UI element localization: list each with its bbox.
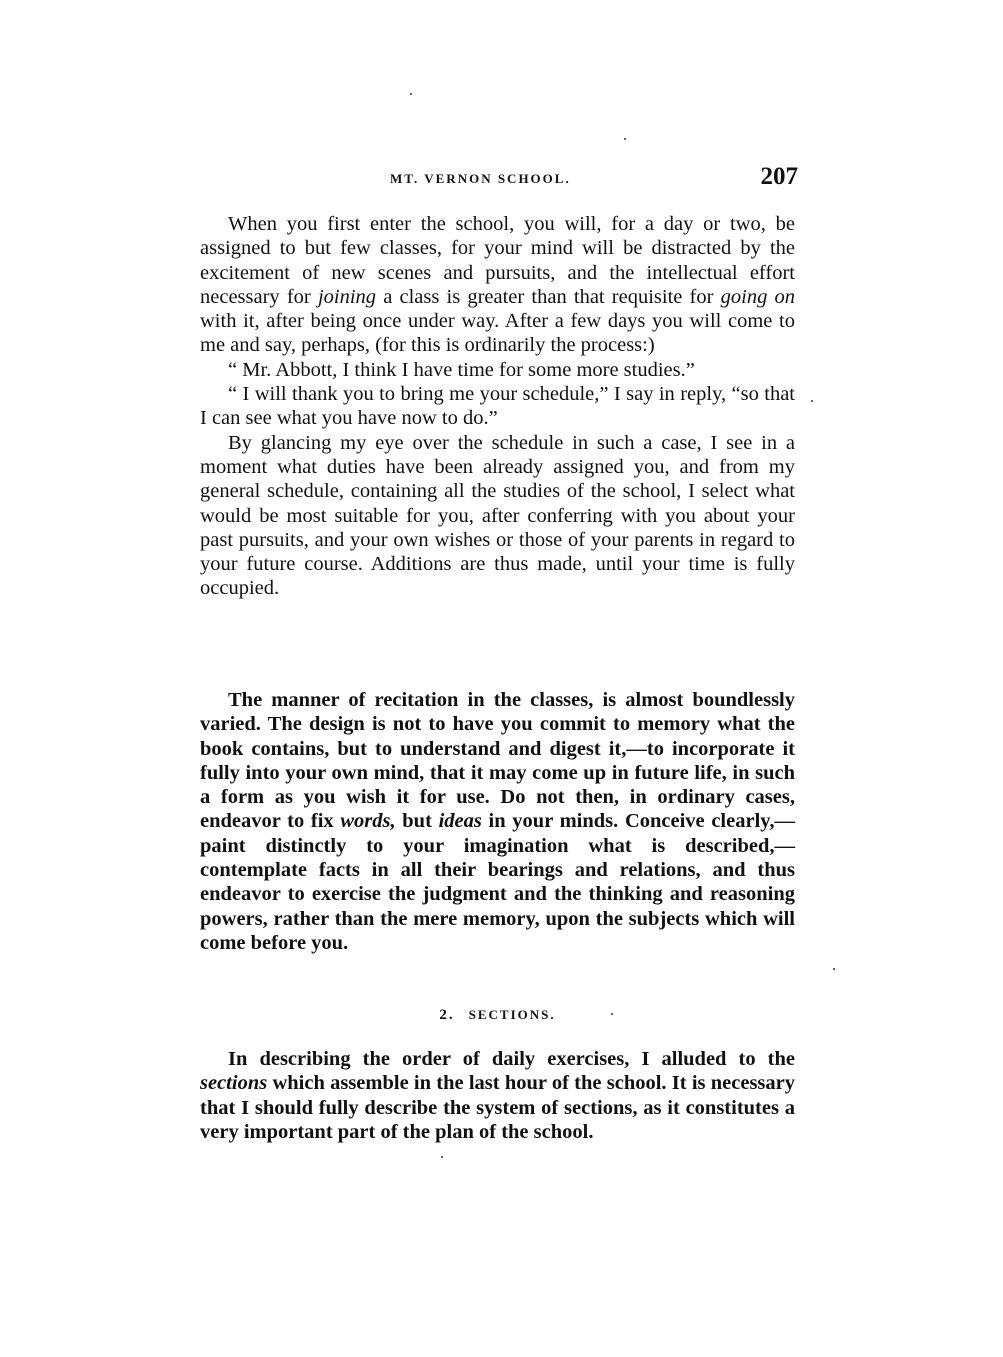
section-heading xyxy=(200,1007,795,1024)
ink-speck xyxy=(624,138,626,140)
paragraph: “ I will thank you to bring me your schedule,” I say in reply, “so that I can see what you have now to do.” xyxy=(200,383,795,430)
page-number: 207 xyxy=(760,163,798,190)
paragraph: In describing the order of daily exercises, I alluded to the sections which assemble in the last hour of the school. It is necessary that I should fully describe the system of sections, as it constitutes a very important part of the plan of the school. xyxy=(200,1048,795,1143)
italic-emphasis: going on xyxy=(720,285,795,308)
italic-emphasis: words, xyxy=(340,810,396,833)
running-title: MT. VERNON SCHOOL. xyxy=(390,171,571,186)
ink-speck xyxy=(811,400,813,402)
body-text-block-1 xyxy=(200,212,795,601)
ink-speck xyxy=(410,93,412,95)
body-text-block-3 xyxy=(200,1047,795,1144)
body-text-block-2 xyxy=(200,688,795,955)
paragraph: “ Mr. Abbott, I think I have time for some more studies.” xyxy=(228,358,695,381)
section-title: SECTIONS. xyxy=(468,1007,556,1022)
section-number: 2. xyxy=(439,1007,455,1023)
italic-emphasis: sections xyxy=(200,1072,268,1095)
italic-emphasis: joining xyxy=(317,285,377,308)
paragraph: By glancing my eye over the schedule in such a case, I see in a moment what duties have been already assigned you, and from my general schedule, containing all the studies of the school, I select what would be most suitable for you, after conferring with you about your past pursuits, and your own wishes or those of your parents in regard to your future course. Additions are thus made, until your time is fully occupied. xyxy=(200,431,795,600)
ink-speck xyxy=(833,968,835,970)
running-head xyxy=(200,163,796,193)
italic-emphasis: ideas xyxy=(438,810,482,833)
paragraph: The manner of recitation in the classes, is almost boundlessly varied. The design is not to have you commit to memory what the book contains, but to understand and digest it,—to incorporate it fully into your own mind, that it may come up in future life, in such a form as you wish it for use. Do not then, in ordinary cases, endeavor to fix words, but ideas in your minds. Conceive clearly,—paint distinctly to your imagination what is described,—contemplate facts in all their bearings and relations, and thus endeavor to exercise the judgment and the thinking and reasoning powers, rather than the mere memory, upon the subjects which will come before you. xyxy=(200,689,796,954)
ink-speck xyxy=(441,1156,443,1158)
paragraph: When you first enter the school, you will, for a day or two, be assigned to but few classes, for your mind will be distracted by the excitement of new scenes and pursuits, and the intellectual effort necessary for joining a class is greater than that requisite for going on with it, after being once under way. After a few days you will come to me and say, perhaps, (for this is ordinarily the process:) xyxy=(200,213,795,357)
